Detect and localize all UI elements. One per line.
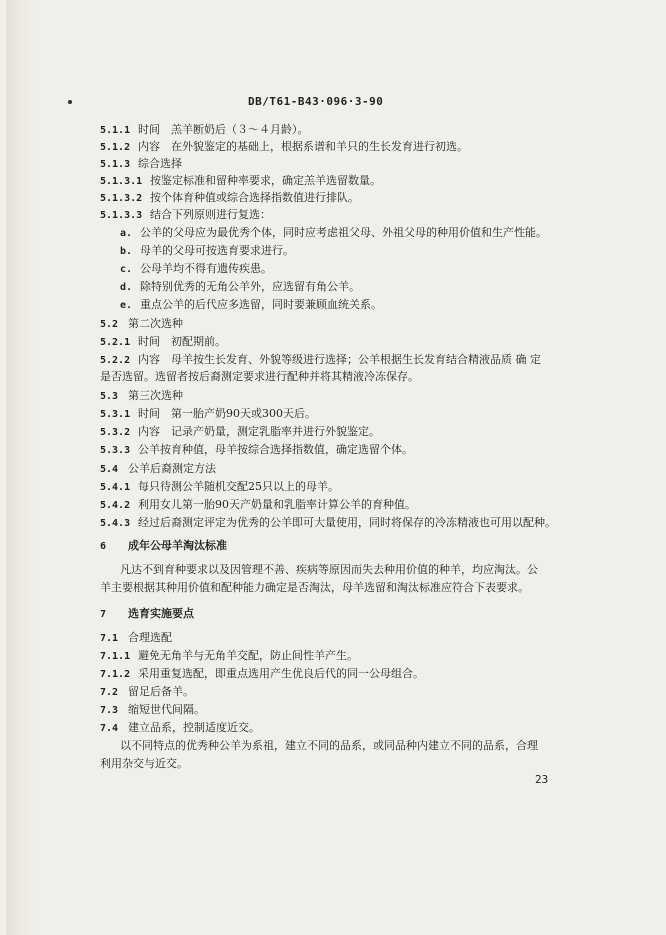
punch-hole-mark [68, 100, 72, 104]
line-5-1-3-1: 5.1.3.1 按鉴定标准和留种率要求，确定羔羊选留数量。 [100, 174, 381, 187]
line-5-2-2: 5.2.2 内容 母羊按生长发育、外貌等级进行选择；公羊根据生长发育结合精液品质 确 定 [100, 353, 541, 366]
line-7-1: 7.1 合理选配 [100, 631, 172, 644]
line-item-c: c. 公母羊均不得有遗传疾患。 [120, 262, 272, 275]
scan-edge [6, 0, 36, 935]
line-item-a: a. 公羊的父母应为最优秀个体，同时应考虑祖父母、外祖父母的种用价值和生产性能。 [120, 226, 547, 239]
line-item-b: b. 母羊的父母可按选育要求进行。 [120, 244, 294, 257]
line-5-3: 5.3 第三次选种 [100, 389, 183, 402]
line-7-4: 7.4 建立品系，控制适度近交。 [100, 721, 260, 734]
line-5-2-2-cont: 是否选留。选留者按后裔测定要求进行配种并将其精液冷冻保存。 [100, 370, 419, 383]
section-7-paragraph-line-2: 利用杂交与近交。 [100, 757, 188, 770]
line-7-2: 7.2 留足后备羊。 [100, 685, 194, 698]
line-5-2: 5.2 第二次选种 [100, 317, 183, 330]
line-7-3: 7.3 缩短世代间隔。 [100, 703, 205, 716]
line-7-1-2: 7.1.2 采用重复选配，即重点选用产生优良后代的同一公母组合。 [100, 667, 424, 680]
document-code-header: DB/T61-B43·096·3-90 [248, 95, 384, 108]
line-5-4-3: 5.4.3 经过后裔测定评定为优秀的公羊即可大量使用，同时将保存的冷冻精液也可用以配种。 [100, 516, 556, 529]
line-5-3-3: 5.3.3 公羊按育种值，母羊按综合选择指数值，确定选留个体。 [100, 443, 413, 456]
line-5-1-2: 5.1.2 内容 在外貌鉴定的基础上，根据系谱和羊只的生长发育进行初选。 [100, 140, 468, 153]
line-item-d: d. 除特别优秀的无角公羊外，应选留有角公羊。 [120, 280, 360, 293]
page-number: 23 [535, 773, 549, 786]
section-6-heading: 6 成年公母羊淘汰标准 [100, 539, 227, 552]
line-5-4: 5.4 公羊后裔测定方法 [100, 462, 216, 475]
line-5-4-2: 5.4.2 利用女儿第一胎90天产奶量和乳脂率计算公羊的育种值。 [100, 498, 416, 511]
line-5-1-3-2: 5.1.3.2 按个体育种值或综合选择指数值进行排队。 [100, 191, 359, 204]
section-7-heading: 7 选育实施要点 [100, 607, 194, 620]
line-5-3-2: 5.3.2 内容 记录产奶量，测定乳脂率并进行外貌鉴定。 [100, 425, 380, 438]
line-5-1-3: 5.1.3 综合选择 [100, 157, 182, 170]
section-7-paragraph-line-1: 以不同特点的优秀种公羊为系祖，建立不同的品系，或同品种内建立不同的品系，合理 [120, 739, 538, 752]
line-5-4-1: 5.4.1 每只待测公羊随机交配25只以上的母羊。 [100, 480, 339, 493]
section-6-paragraph-line-1: 凡达不到育种要求以及因管理不善、疾病等原因而失去种用价值的种羊，均应淘汰。公 [120, 563, 538, 576]
section-6-paragraph-line-2: 羊主要根据其种用价值和配种能力确定是否淘汰，母羊选留和淘汰标准应符合下表要求。 [100, 581, 529, 594]
line-item-e: e. 重点公羊的后代应多选留，同时要兼顾血统关系。 [120, 298, 382, 311]
line-5-2-1: 5.2.1 时间 初配期前。 [100, 335, 226, 348]
line-5-3-1: 5.3.1 时间 第一胎产奶90天或300天后。 [100, 407, 316, 420]
line-5-1-3-3: 5.1.3.3 结合下列原则进行复选： [100, 208, 271, 221]
line-5-1-1: 5.1.1 时间 羔羊断奶后（３～４月龄）。 [100, 123, 309, 136]
line-7-1-1: 7.1.1 避免无角羊与无角羊交配，防止间性羊产生。 [100, 649, 358, 662]
